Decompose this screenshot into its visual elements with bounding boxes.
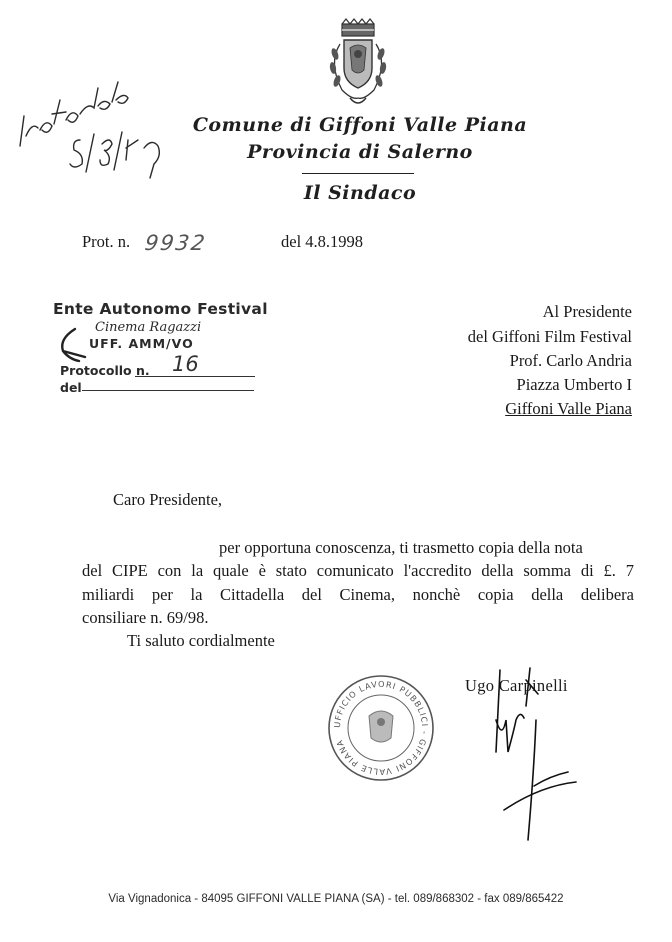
- stamp-del-label: del: [60, 380, 82, 395]
- stamp-title: Ente Autonomo Festival: [53, 300, 268, 318]
- handwritten-signature: [480, 660, 590, 860]
- greeting: Caro Presidente,: [113, 490, 223, 509]
- official-seal: [325, 672, 437, 784]
- coat-of-arms: [320, 18, 396, 108]
- signatory-name: Ugo Carpinelli: [465, 676, 568, 695]
- stamp-protocol-label: Protocollo n.: [60, 363, 150, 378]
- stamp-office: UFF. AMM/VO: [89, 336, 194, 351]
- addressee-line: Al Presidente: [542, 302, 632, 321]
- addressee-line: Prof. Carlo Andria: [509, 351, 632, 370]
- addressee-city: Giffoni Valle Piana: [505, 399, 632, 418]
- provincia-heading: Provincia di Salerno: [247, 141, 473, 163]
- stamp-del-line: [82, 390, 254, 391]
- comune-heading: Comune di Giffoni Valle Piana: [192, 114, 528, 136]
- handwritten-annotation: [12, 78, 177, 188]
- stamp-protocol-value: 16: [172, 352, 199, 376]
- body-line: miliardi per la Cittadella del Cinema, nonchè copia della delibera: [82, 585, 634, 604]
- body-line: del CIPE con la quale è stato comunicato l'accredito della somma di £. 7: [82, 561, 634, 580]
- addressee-line: Piazza Umberto I: [516, 375, 632, 394]
- heading-divider: [302, 173, 414, 174]
- stamp-subtitle: Cinema Ragazzi: [95, 320, 202, 335]
- stamp-protocol-line: [135, 376, 255, 377]
- svg-text:UFFICIO LAVORI PUBBLICI - GIFF: UFFICIO LAVORI PUBBLICI - GIFFONI VALLE PIANA: [331, 678, 431, 778]
- body-line: per opportuna conoscenza, ti trasmetto copia della nota: [219, 538, 583, 557]
- protocol-label: Prot. n.: [82, 232, 131, 251]
- closing: Ti saluto cordialmente: [127, 631, 275, 650]
- protocol-date: del 4.8.1998: [281, 232, 364, 251]
- protocol-number: 9932: [143, 231, 209, 255]
- hand-arrow-icon: [55, 325, 93, 363]
- sindaco-heading: Il Sindaco: [303, 182, 417, 204]
- addressee-line: del Giffoni Film Festival: [467, 327, 632, 346]
- letterhead-footer: Via Vignadonica - 84095 GIFFONI VALLE PIANA (SA) - tel. 089/868302 - fax 089/865422: [108, 893, 564, 905]
- body-line: consiliare n. 69/98.: [82, 608, 209, 627]
